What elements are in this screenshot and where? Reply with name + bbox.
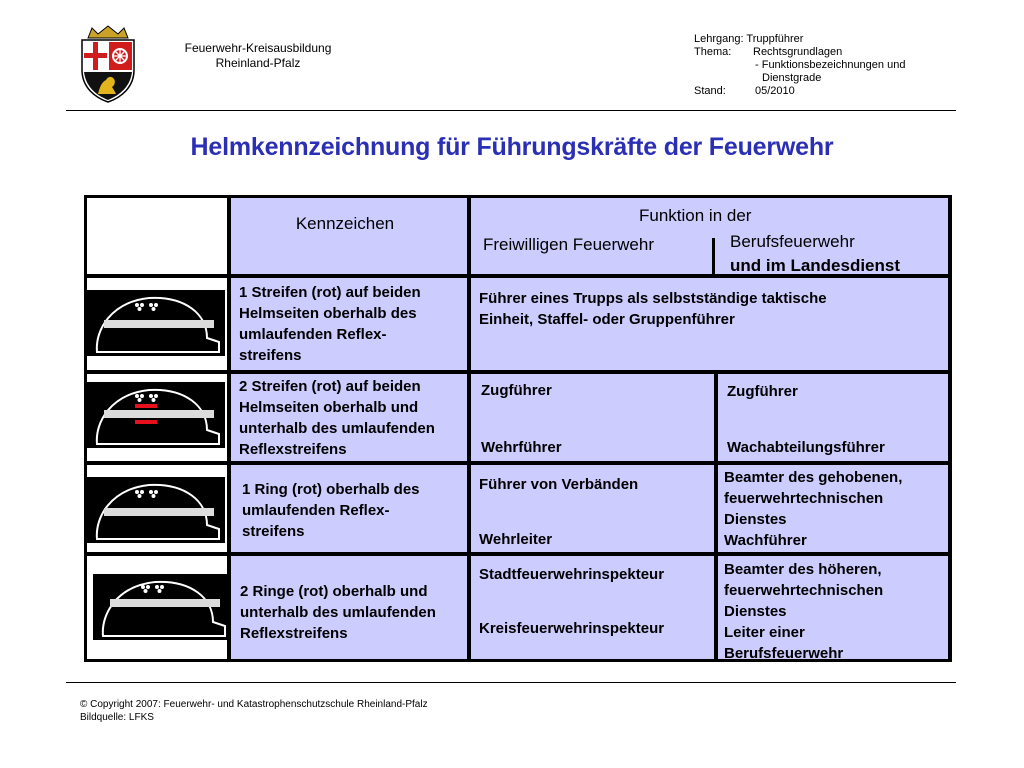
marking-text: Helmseiten oberhalb des xyxy=(239,305,417,322)
topic-label: Thema: xyxy=(694,46,732,58)
marking-text: 1 Ring (rot) oberhalb des xyxy=(242,481,420,498)
course-info xyxy=(694,33,1014,98)
helmet-cell-row-1 xyxy=(87,278,227,370)
topic-sub-1: - Funktionsbezeichnungen und xyxy=(755,59,906,71)
marking-text: unterhalb des umlaufenden xyxy=(240,604,436,621)
org-line-2: Rheinland-Pfalz xyxy=(215,56,301,70)
function-text: Kreisfeuerwehrinspekteur xyxy=(479,620,665,637)
function-cell-row-1 xyxy=(471,278,948,370)
volunteer-cell-row-3 xyxy=(471,465,714,552)
function-text: Zugführer xyxy=(727,383,798,400)
helmet-icon xyxy=(93,574,233,640)
header-divider xyxy=(66,110,956,111)
marking-text: 1 Streifen (rot) auf beiden xyxy=(239,284,421,301)
header-volunteer-label: Freiwilligen Feuerwehr xyxy=(483,235,655,254)
header-marking-label: Kennzeichen xyxy=(295,214,395,233)
marking-text: unterhalb des umlaufenden xyxy=(239,420,435,437)
organization-name xyxy=(150,41,366,71)
marking-cell-row-3 xyxy=(231,465,467,552)
date-label: Stand: xyxy=(694,85,726,97)
coat-of-arms-icon xyxy=(74,24,142,104)
function-text: Zugführer xyxy=(481,382,552,399)
copyright-text: © Copyright 2007: Feuerwehr- und Katastrophenschutzschule Rheinland-Pfalz xyxy=(80,699,428,710)
marking-cell-row-4 xyxy=(231,556,467,659)
function-text: Stadtfeuerwehrinspekteur xyxy=(479,566,665,583)
function-text: Führer eines Trupps als selbstständige taktische xyxy=(479,290,827,307)
marking-cell-row-1 xyxy=(231,278,467,370)
topic-value: Rechtsgrundlagen xyxy=(753,46,843,58)
marking-text: Helmseiten oberhalb und xyxy=(239,399,419,416)
header-professional-label-1: Berufsfeuerwehr xyxy=(730,232,855,251)
volunteer-cell-row-2 xyxy=(471,374,714,461)
function-text: Einheit, Staffel- oder Gruppenführer xyxy=(479,311,735,328)
function-text: Beamter des höheren, xyxy=(724,561,882,578)
marking-text: 2 Ringe (rot) oberhalb und xyxy=(240,583,428,600)
function-text: Führer von Verbänden xyxy=(479,476,639,493)
footer xyxy=(80,698,780,724)
professional-cell-row-4 xyxy=(718,556,948,662)
volunteer-cell-row-4 xyxy=(471,556,714,659)
function-text: Beamter des gehobenen, xyxy=(724,469,903,486)
topic-sub-2: Dienstgrade xyxy=(762,72,822,84)
helmet-icon xyxy=(87,382,225,448)
header-function-cell xyxy=(471,198,948,274)
function-text: Wachabteilungsführer xyxy=(727,439,885,456)
professional-cell-row-2 xyxy=(718,374,948,461)
marking-text: streifens xyxy=(242,523,305,540)
footer-divider xyxy=(66,682,956,683)
function-text: Berufsfeuerwehr xyxy=(724,645,844,662)
org-line-1: Feuerwehr-Kreisausbildung xyxy=(184,41,332,55)
marking-cell-row-2 xyxy=(231,374,467,461)
function-text: Wehrleiter xyxy=(479,531,553,548)
helmet-icon xyxy=(87,477,225,543)
marking-text: 2 Streifen (rot) auf beiden xyxy=(239,378,421,395)
function-text: feuerwehrtechnischen xyxy=(724,490,884,507)
helmet-marking-table xyxy=(84,195,952,662)
page-title: Helmkennzeichnung für Führungskräfte der Feuerwehr xyxy=(190,133,834,161)
helmet-icon xyxy=(87,290,225,356)
marking-text: umlaufenden Reflex- xyxy=(239,326,387,343)
header-professional-label-2: und im Landesdienst xyxy=(730,256,901,275)
marking-text: streifens xyxy=(239,347,302,364)
header-marking-cell xyxy=(231,198,467,274)
marking-text: umlaufenden Reflex- xyxy=(242,502,390,519)
header-blank-cell xyxy=(87,198,227,274)
function-text: Dienstes xyxy=(724,603,787,620)
date-value: 05/2010 xyxy=(755,85,795,97)
image-source-text: Bildquelle: LFKS xyxy=(80,712,154,723)
course-label: Lehrgang: Truppführer xyxy=(694,33,804,45)
marking-text: Reflexstreifens xyxy=(239,441,347,458)
function-text: Wehrführer xyxy=(481,439,562,456)
marking-text: Reflexstreifens xyxy=(240,625,348,642)
professional-cell-row-3 xyxy=(718,465,948,552)
helmet-cell-row-2 xyxy=(87,374,227,461)
header-function-label: Funktion in der xyxy=(639,206,752,225)
function-text: Wachführer xyxy=(724,532,807,549)
function-text: Leiter einer xyxy=(724,624,805,641)
function-text: Dienstes xyxy=(724,511,787,528)
helmet-cell-row-4 xyxy=(87,556,227,659)
header-divider-bar xyxy=(712,238,715,274)
helmet-cell-row-3 xyxy=(87,465,227,552)
function-text: feuerwehrtechnischen xyxy=(724,582,884,599)
